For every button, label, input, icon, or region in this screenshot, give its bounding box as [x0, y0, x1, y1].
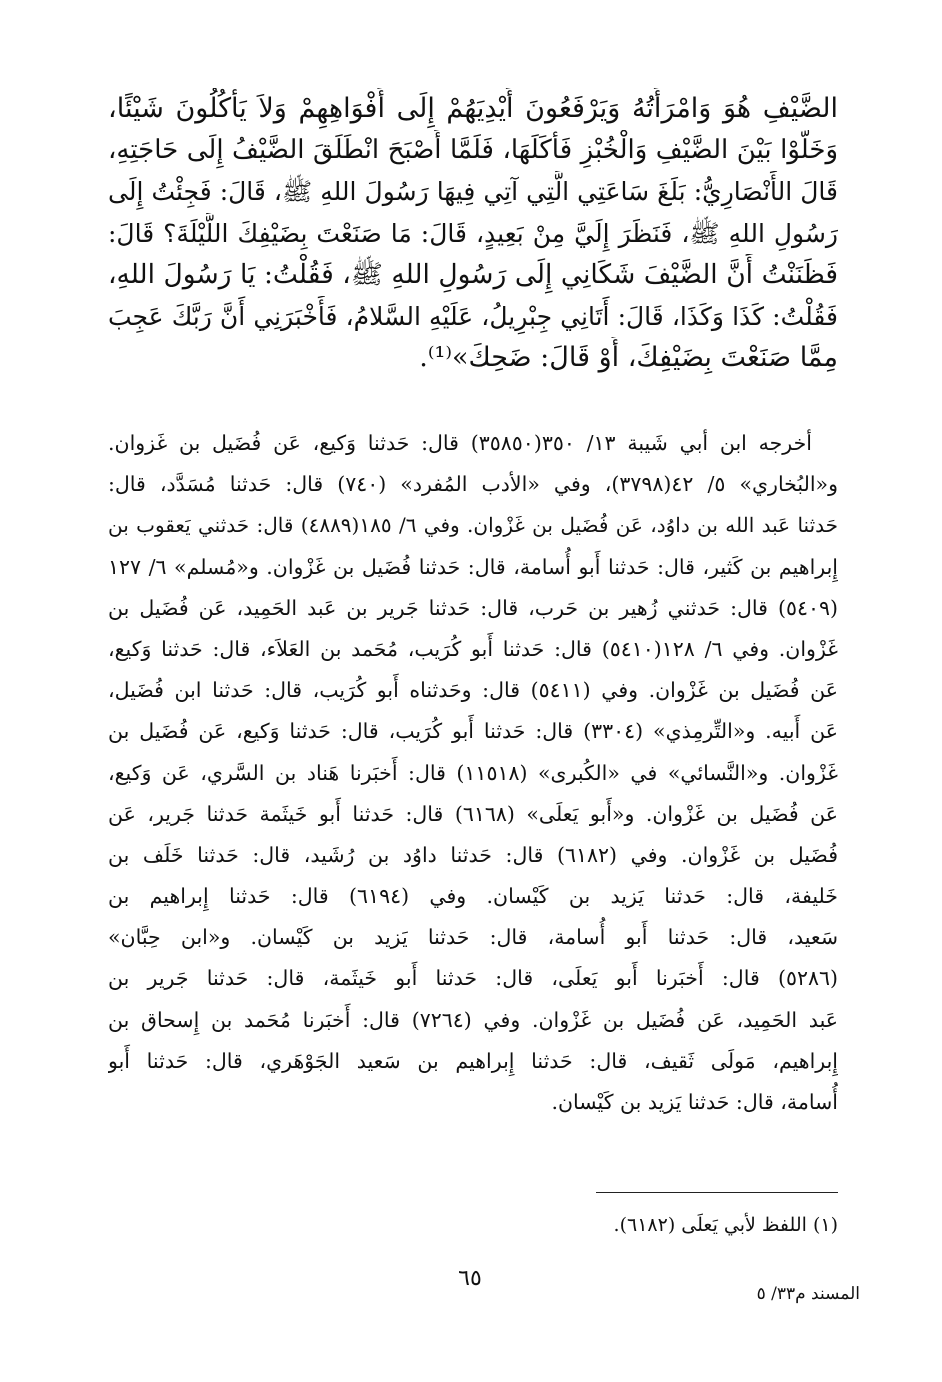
commentary-line: سَعيد، قال: حَدثنا أَبو أُسامة، قال: حَدثنا يَزيد بن كَيْسان. و«ابن حِبَّان»	[108, 925, 838, 950]
commentary-line: غَزْوان. وفي ٦/ ١٢٨(٥٤١٠) قال: حَدثنا أَبو كُرَيب، مُحَمد بن العَلاَء، قال: حَدثنا وَكيع،	[108, 636, 838, 661]
commentary-line: (٥٤٠٩) قال: حَدثني زُهير بن حَرب، قال: حَدثنا جَرير بن عَبد الحَمِيد، عَن فُضَيل بن	[108, 595, 838, 620]
commentary-line: (٥٢٨٦) قال: أَخبَرنا أَبو يَعلَى، قال: حَدثنا أَبو خَيثَمة، قال: حَدثنا جَرير بن	[108, 966, 838, 991]
hadith-line: فَظَنَنْتُ أَنَّ الضَّيْفَ شَكَانِي إِلَى رَسُولِ اللهِ ﷺ، فَقُلْتُ: يَا رَسُولَ اللهِ،	[108, 259, 838, 290]
hadith-line: فَقُلْتُ: كَذَا وَكَذَا، قَالَ: أَتَانِي جِبْرِيلُ، عَلَيْهِ السَّلامُ، فَأَخْبَرَنِي أَنَّ رَبَّكَ عَجِبَ	[108, 301, 838, 331]
commentary-line: إِبراهيم، مَولَى ثَقيف، قال: حَدثنا إِبراهيم بن سَعيد الجَوْهَري، قال: حَدثنا أَبو	[108, 1048, 838, 1073]
takhrij-commentary	[108, 423, 838, 1123]
commentary-line: خَليفة، قال: حَدثنا يَزيد بن كَيْسان. وفي (٦١٩٤) قال: حَدثنا إِبراهيم بن	[108, 884, 838, 909]
page-number: ٦٥	[458, 1266, 482, 1291]
commentary-line: عَن فُضَيل بن غَزْوان. وفي (٥٤١١) قال: وحَدثناه أَبو كُرَيب، قال: حَدثنا ابن فُضَيل،	[108, 678, 838, 703]
hadith-text	[108, 88, 838, 379]
hadith-line: الضَّيْفِ هُوَ وَامْرَأَتُهُ وَيَرْفَعُونَ أَيْدِيَهُمْ إِلَى أَفْوَاهِهِمْ وَلاَ يَأْكُلُونَ شَيْئًا،	[108, 93, 838, 124]
commentary-line: عَبد الحَمِيد، عَن فُضَيل بن غَزْوان. وفي (٧٢٦٤) قال: أَخبَرنا مُحَمد بن إِسحاق بن	[108, 1007, 838, 1032]
footnote-divider	[596, 1192, 838, 1193]
commentary-line: غَزْوان. و«النَّسائي» في «الكُبرى» (١١٥١٨) قال: أَخبَرنا هَناد بن السَّري، عَن وَكيع،	[108, 760, 838, 785]
commentary-line: إِبراهيم بن كَثير، قال: حَدثنا أَبو أُسامة، قال: حَدثنا فُضَيل بن غَزْوان. و«مُسلم» ٦/ ١٢٧	[108, 554, 838, 579]
hadith-line: قَالَ الأَنْصَارِيُّ: بَلَغَ سَاعَتِي الَّتِي آتِي فِيهَا رَسُولَ اللهِ ﷺ، قَالَ: فَجِئْتُ إِلَى	[108, 177, 838, 206]
commentary-line: فُضَيل بن غَزْوان. وفي (٦١٨٢) قال: حَدثنا داوُد بن رُشَيد، قال: حَدثنا خَلَف بن	[108, 842, 838, 867]
commentary-line: أُسامة، قال: حَدثنا يَزيد بن كَيْسان.	[551, 1090, 838, 1114]
commentary-line: عَن فُضَيل بن غَزْوان. و«أَبو يَعلَى» (٦١٦٨) قال: حَدثنا أَبو خَيثَمة حَدثنا جَرير، عَن	[108, 801, 838, 826]
hadith-line: رَسُولِ اللهِ ﷺ، فَنَظَرَ إِلَيَّ مِنْ بَعِيدٍ، قَالَ: مَا صَنَعْتَ بِضَيْفِكَ اللَّيْلَةَ؟ قَالَ:	[108, 218, 838, 248]
commentary-line: حَدثنا عَبد الله بن داوُد، عَن فُضَيل بن غَزْوان. وفي ٦/ ١٨٥(٤٨٨٩) قال: حَدثني يَعقوب بن	[108, 513, 838, 538]
commentary-line: أخرجه ابن أبي شَيبة ١٣/ ٣٥٠(٣٥٨٥٠) قال: حَدثنا وَكيع، عَن فُضَيل بن غَزوان.	[108, 431, 812, 455]
commentary-line: عَن أَبيه. و«التِّرمِذي» (٣٣٠٤) قال: حَدثنا أَبو كُرَيب، قال: حَدثنا وَكيع، عَن فُضَيل بن	[108, 719, 838, 744]
commentary-line: و«البُخاري» ٥/ ٤٢(٣٧٩٨)، وفي «الأدب المُفرد» (٧٤٠) قال: حَدثنا مُسَدَّد، قال:	[108, 472, 838, 497]
hadith-line: وَخَلَّوْا بَيْنَ الضَّيْفِ وَالْخُبْزِ فَأَكَلَهَا، فَلَمَّا أَصْبَحَ انْطَلَقَ الضَّيْفُ إِلَى حَاجَتِهِ،	[108, 134, 838, 165]
hadith-line: مِمَّا صَنَعْتَ بِضَيْفِكَ، أَوْ قَالَ: ضَحِكَ»⁽¹⁾.	[419, 342, 838, 373]
footnote: (١) اللفظ لأبي يَعلَى (٦١٨٢).	[613, 1214, 838, 1236]
printer-signature: المسند م٣٣/ ٥	[756, 1284, 860, 1304]
